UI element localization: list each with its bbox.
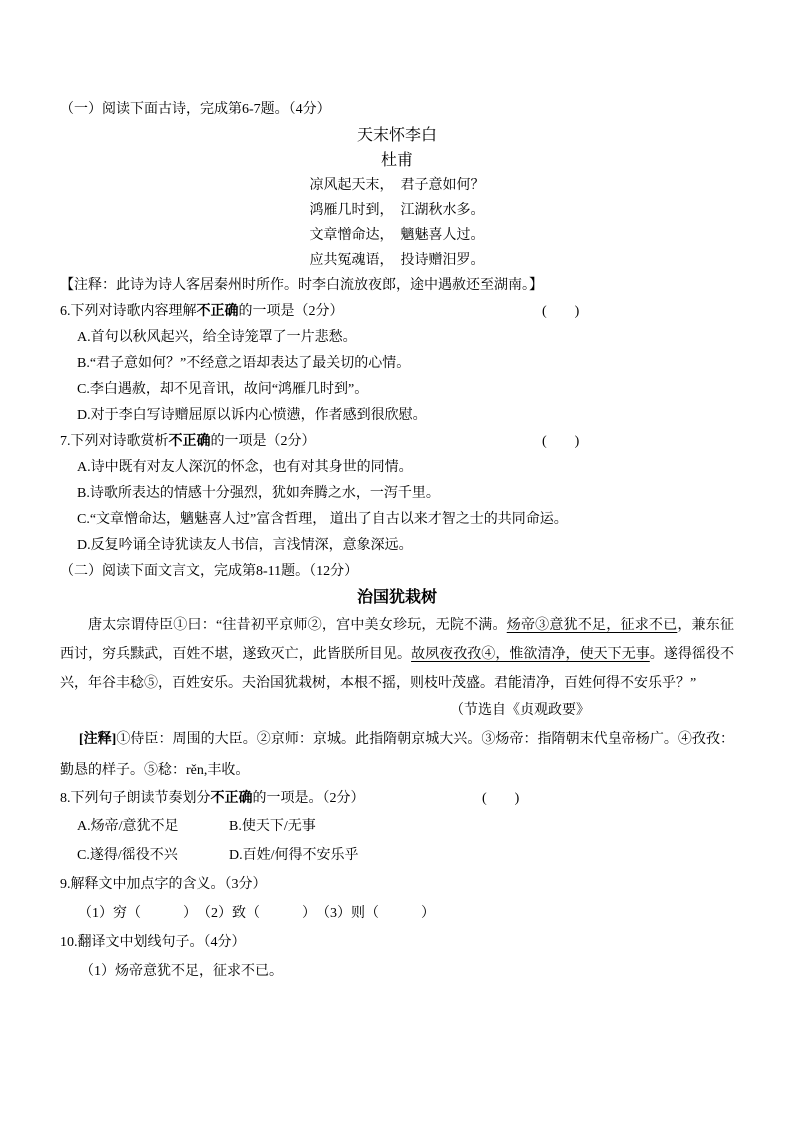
question-7-suffix: 的一项是（2分） [210,434,316,449]
answer-bracket: ( ) [542,304,580,319]
passage-source: （节选自《贞观政要》 [450,703,590,718]
notes-label: [注释] [78,732,117,747]
poem-title: 天末怀李白 [356,127,437,144]
question-6-option-c: C.李白遇赦，却不见音讯，故问“鸿雁几时到”。 [77,382,369,397]
question-8-options-row2 [60,841,734,870]
question-7-option-b: B.诗歌所表达的情感十分强烈，犹如奔腾之水，一泻千里。 [77,486,440,501]
question-8-stem [60,786,734,812]
question-6-option-a: A.首句以秋风起兴，给全诗笼罩了一片悲愁。 [77,330,357,345]
passage-segment: 。遂得徭役不兴，年谷丰稔⑤，百姓安乐。夫治国犹栽树，本根不摇，则枝叶茂盛。君能清净，百姓何得不安乐乎？” [60,647,735,691]
passage-segment: ，兼东征西讨，穷兵黩武，百姓不堪，遂致灭亡，此皆朕所目见。 [60,618,734,662]
question-7-stem [60,429,734,455]
question-7-option-a: A.诗中既有对友人深沉的怀念，也有对其身世的同情。 [77,460,413,475]
section1-intro: （一）阅读下面古诗，完成第6-7题。（4分） [60,102,331,117]
question-6-prefix: 6.下列对诗歌内容理解 [60,304,197,319]
question-7-option-d: D.反复吟诵全诗犹读友人书信，言浅情深，意象深远。 [77,538,413,553]
question-6-emphasis: 不正确 [196,304,239,319]
passage-segment-underlined: 炀帝③意犹不足，征求不已 [506,618,678,633]
question-8-option-a: A.炀帝/意犹不足 [77,819,179,834]
question-10-stem: 10.翻译文中划线句子。（4分） [60,935,246,950]
poem-line: 文章憎命达， 魑魅喜人过。 [309,228,485,243]
question-7-prefix: 7.下列对诗歌赏析 [60,434,169,449]
passage-text [60,611,734,698]
passage-notes [60,724,734,786]
poem-note: 【注释：此诗为诗人客居秦州时所作。时李白流放夜郎，途中遇赦还至湖南。】 [60,278,543,293]
answer-bracket: ( ) [542,434,580,449]
question-10-sub1: （1）炀帝意犹不足，征求不已。 [80,964,283,979]
question-6-option-d: D.对于李白写诗赠屈原以诉内心愤懑，作者感到很欣慰。 [77,408,427,423]
poem-line: 鸿雁几时到， 江湖秋水多。 [309,203,485,218]
question-8-option-c: C.遂得/徭役不兴 [77,848,178,863]
passage-segment-underlined: 故夙夜孜孜④，惟欲清净，使天下无事 [411,647,650,662]
question-8-emphasis: 不正确 [210,791,253,806]
question-8-option-d: D.百姓/何得不安乐乎 [229,848,359,863]
question-8-options-row1 [60,812,734,841]
question-7-option-c: C.“文章憎命达，魑魅喜人过”富含哲理， 道出了自古以来才智之士的共同命运。 [77,512,568,527]
question-8-prefix: 8.下列句子朗读节奏划分 [60,791,211,806]
question-7-emphasis: 不正确 [168,434,211,449]
question-6-stem [60,299,734,325]
poem-line: 凉风起天末， 君子意如何？ [309,178,485,193]
question-8-option-b: B.使天下/无事 [229,819,316,834]
question-8-suffix: 的一项是。（2分） [252,791,365,806]
question-6-suffix: 的一项是（2分） [238,304,344,319]
poem-author: 杜甫 [380,152,413,169]
question-9-stem: 9.解释文中加点字的含义。（3分） [60,877,267,892]
notes-text: ①侍臣：周围的大臣。②京师：京城。此指隋朝京城大兴。③炀帝：指隋朝末代皇帝杨广。④孜孜：勤恳的样子。⑤稔：rěn,丰收。 [60,732,735,778]
answer-bracket: ( ) [482,791,520,806]
question-6-option-b: B.“君子意如何？”不经意之语却表达了最关切的心情。 [77,356,411,371]
poem-line: 应共冤魂语， 投诗赠汨罗。 [309,253,485,268]
question-9-blanks: （1）穷（ ） （2）致（ ） （3）则（ ） [78,906,435,921]
passage-title: 治国犹栽树 [356,589,437,606]
passage-segment: 唐太宗谓侍臣①曰：“往昔初平京师②，宫中美女珍玩，无院不满。 [88,618,507,633]
section2-intro: （二）阅读下面文言文，完成第8-11题。（12分） [60,564,359,579]
